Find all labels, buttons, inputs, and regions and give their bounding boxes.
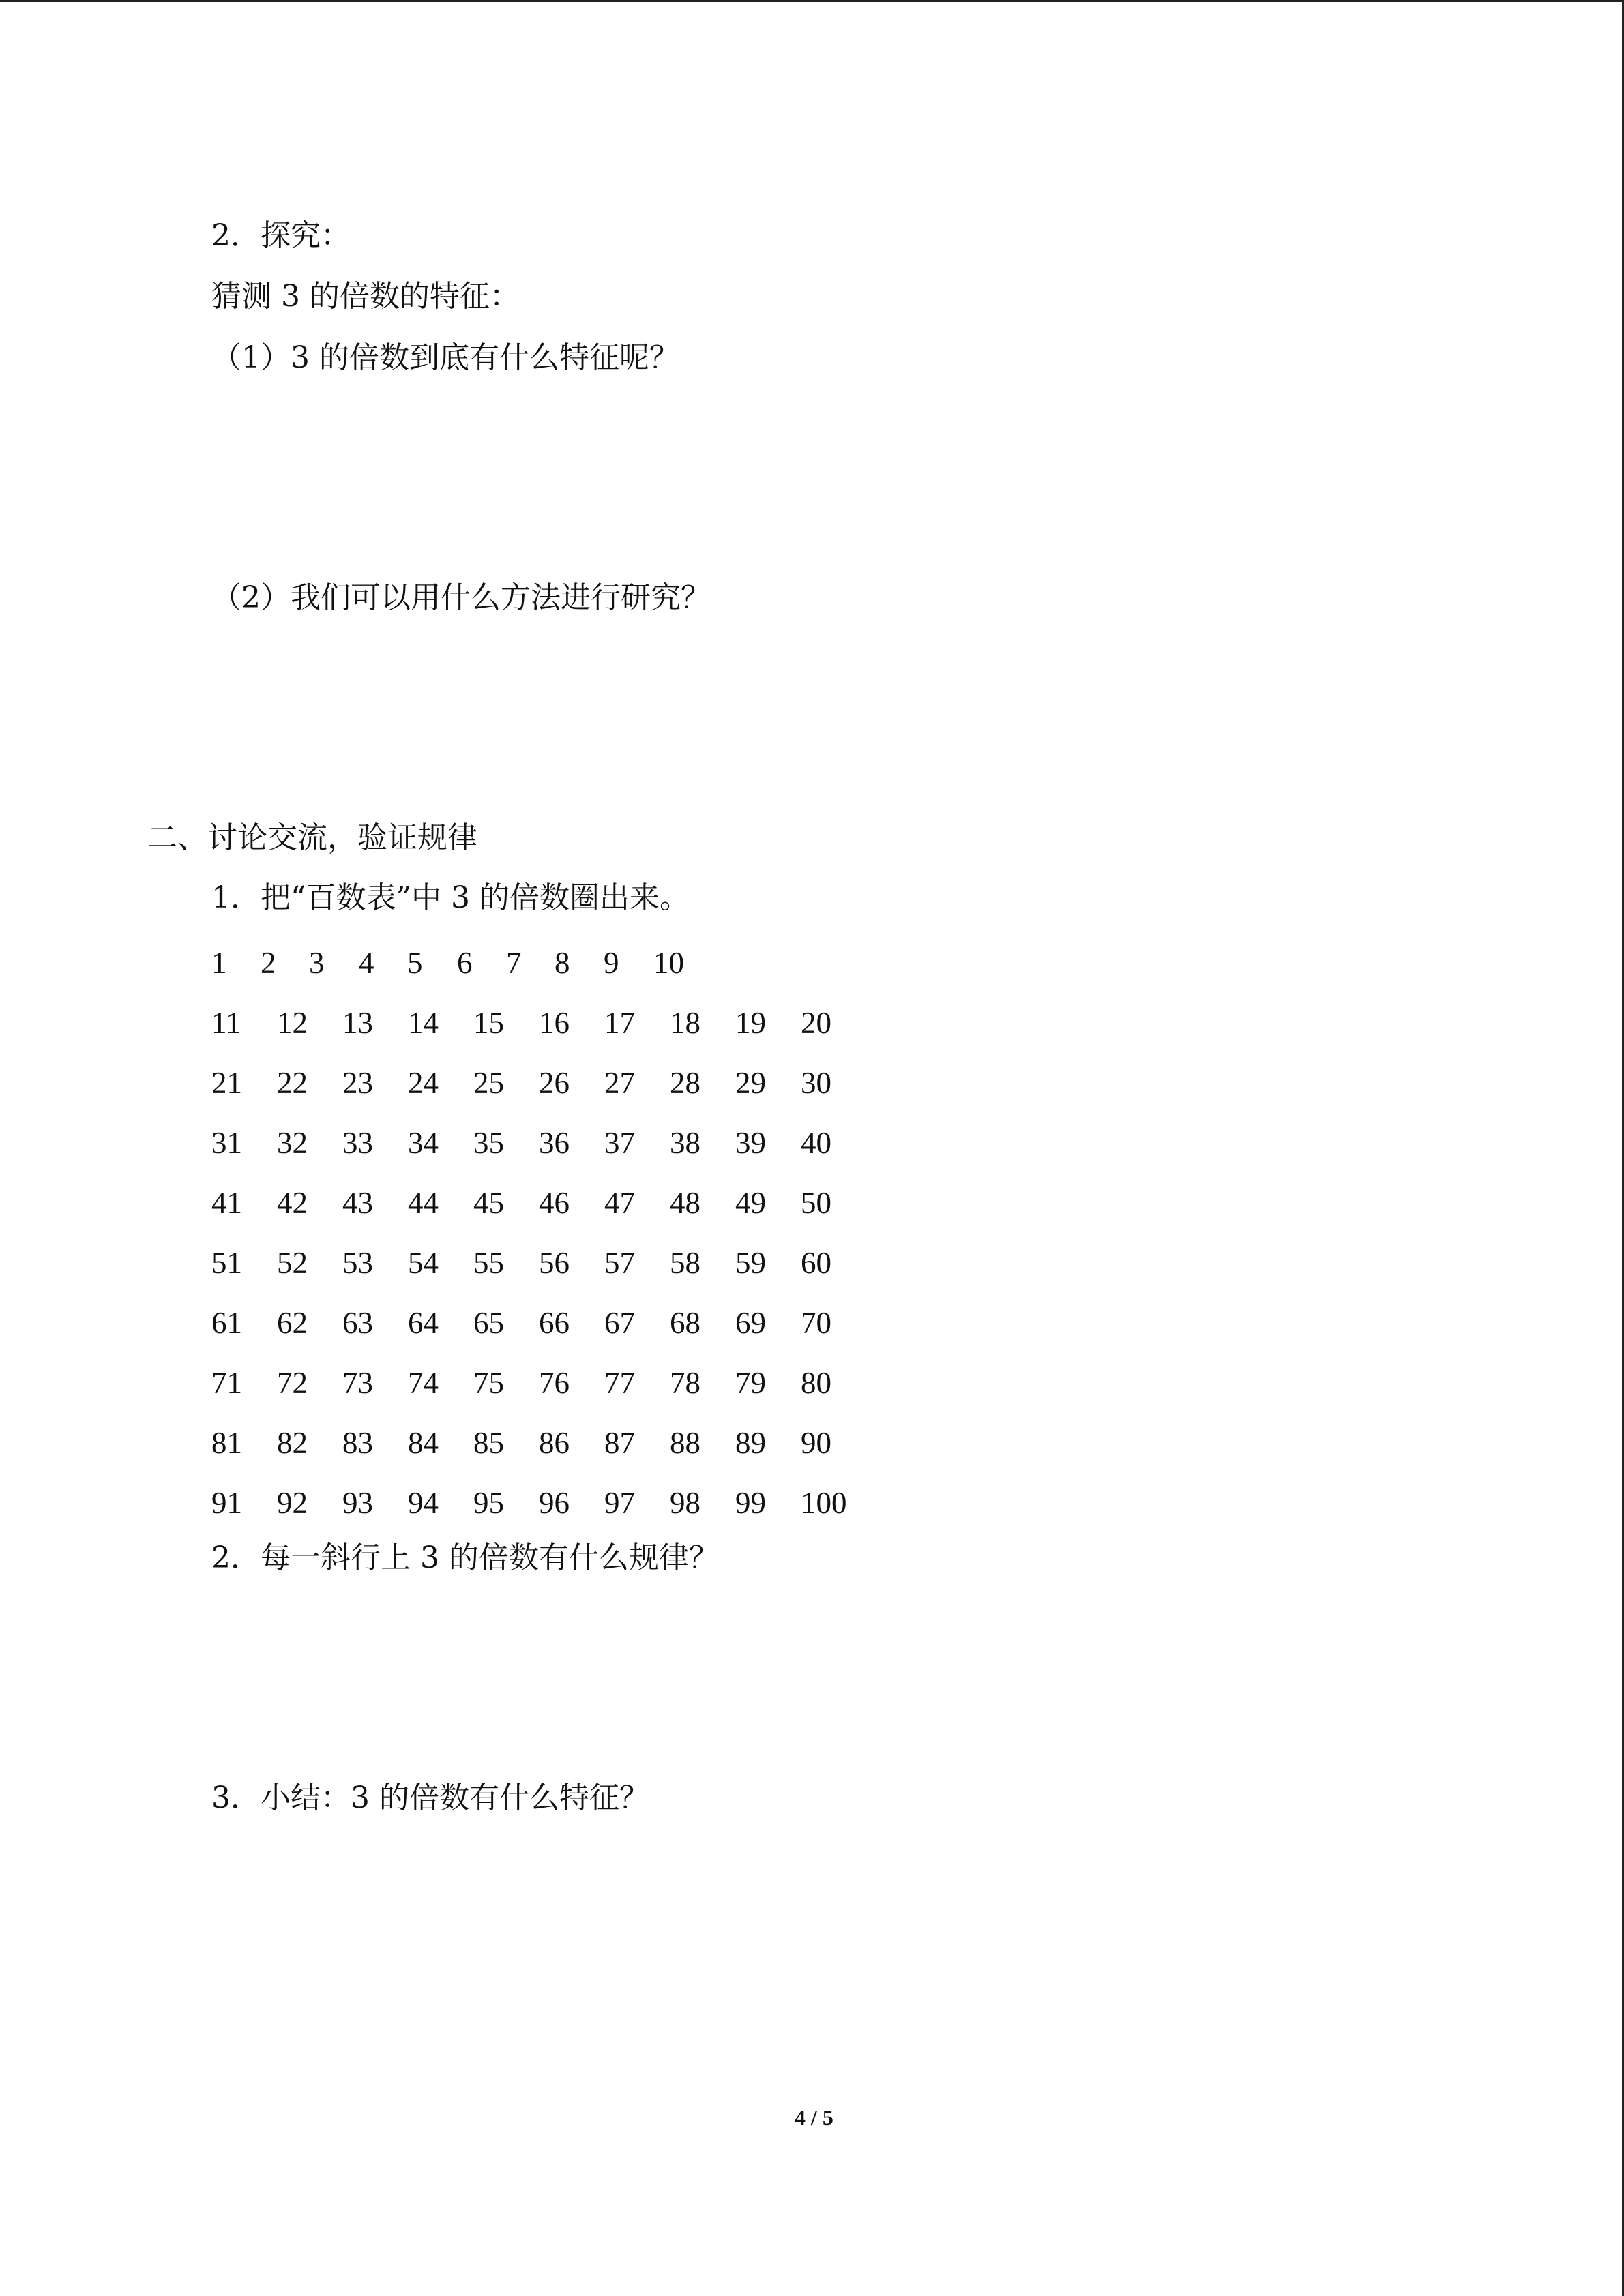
hundred-chart-number[interactable]: 10 (653, 946, 684, 980)
hundred-chart-number[interactable]: 43 (342, 1186, 373, 1220)
hundred-chart-number[interactable]: 13 (342, 1006, 373, 1040)
section-heading: 二、讨论交流，验证规律 (147, 820, 477, 855)
hundred-chart-number[interactable]: 76 (539, 1366, 570, 1400)
hundred-chart-number[interactable]: 11 (211, 1006, 241, 1040)
hundred-chart-number[interactable]: 54 (408, 1246, 439, 1280)
hundred-chart-number[interactable]: 4 (359, 946, 374, 980)
hundred-chart-number[interactable]: 12 (277, 1006, 308, 1040)
hundred-chart-number[interactable]: 69 (735, 1306, 766, 1340)
hundred-chart-number[interactable]: 41 (211, 1186, 242, 1220)
hundred-chart-number[interactable]: 58 (670, 1246, 700, 1280)
hundred-chart-row (0, 1308, 1622, 1342)
hundred-chart-number[interactable]: 33 (342, 1126, 373, 1160)
hundred-chart-row (0, 1488, 1622, 1522)
hundred-chart-number[interactable]: 22 (277, 1066, 308, 1100)
hundred-chart-number[interactable]: 25 (473, 1066, 504, 1100)
hundred-chart-row (0, 948, 1622, 982)
hundred-chart-number[interactable]: 72 (277, 1366, 308, 1400)
hundred-chart-number[interactable]: 75 (473, 1366, 504, 1400)
hundred-chart-number[interactable]: 48 (670, 1186, 700, 1220)
question-1: （1）3 的倍数到底有什么特征呢？ (211, 340, 679, 375)
hundred-chart-number[interactable]: 47 (604, 1186, 635, 1220)
hundred-chart-number[interactable]: 29 (735, 1066, 766, 1100)
hundred-chart-number[interactable]: 40 (801, 1126, 831, 1160)
hundred-chart-number[interactable]: 42 (277, 1186, 308, 1220)
hundred-chart-number[interactable]: 83 (342, 1426, 373, 1460)
hundred-chart-number[interactable]: 52 (277, 1246, 308, 1280)
explore-heading: 2．探究： (211, 218, 351, 253)
hundred-chart-number[interactable]: 35 (473, 1126, 504, 1160)
hundred-chart-number[interactable]: 90 (801, 1426, 831, 1460)
hundred-chart-number[interactable]: 14 (408, 1006, 439, 1040)
hundred-chart-number[interactable]: 60 (801, 1246, 831, 1280)
hundred-chart-number[interactable]: 37 (604, 1126, 635, 1160)
hundred-chart-number[interactable]: 80 (801, 1366, 831, 1400)
hundred-chart-number[interactable]: 3 (309, 946, 325, 980)
hundred-chart-number[interactable]: 17 (604, 1006, 635, 1040)
hundred-chart-number[interactable]: 36 (539, 1126, 570, 1160)
hundred-chart-row (0, 1008, 1622, 1042)
hundred-chart-number[interactable]: 15 (473, 1006, 504, 1040)
hundred-chart-number[interactable]: 82 (277, 1426, 308, 1460)
hundred-chart-number[interactable]: 2 (261, 946, 276, 980)
hundred-chart-number[interactable]: 31 (211, 1126, 242, 1160)
hundred-chart-number[interactable]: 62 (277, 1306, 308, 1340)
hundred-chart-number[interactable]: 9 (604, 946, 619, 980)
hundred-chart-number[interactable]: 38 (670, 1126, 700, 1160)
hundred-chart-number[interactable]: 73 (342, 1366, 373, 1400)
hundred-chart-row (0, 1368, 1622, 1402)
hundred-chart-number[interactable]: 50 (801, 1186, 831, 1220)
hundred-chart-number[interactable]: 56 (539, 1246, 570, 1280)
hundred-chart-number[interactable]: 68 (670, 1306, 700, 1340)
hundred-chart-row (0, 1248, 1622, 1282)
step-2-question: 2．每一斜行上 3 的倍数有什么规律？ (211, 1540, 719, 1575)
hundred-chart-row (0, 1128, 1622, 1162)
hundred-chart-number[interactable]: 86 (539, 1426, 570, 1460)
hundred-chart-number[interactable]: 57 (604, 1246, 635, 1280)
hundred-chart-number[interactable]: 20 (801, 1006, 831, 1040)
hundred-chart-number[interactable]: 63 (342, 1306, 373, 1340)
hundred-chart-number[interactable]: 85 (473, 1426, 504, 1460)
hundred-chart-number[interactable]: 28 (670, 1066, 700, 1100)
guess-prompt: 猜测 3 的倍数的特征： (211, 279, 520, 314)
hundred-chart-number[interactable]: 53 (342, 1246, 373, 1280)
hundred-chart-number[interactable]: 98 (670, 1486, 700, 1520)
hundred-chart-number[interactable]: 88 (670, 1426, 700, 1460)
hundred-chart-number[interactable]: 26 (539, 1066, 570, 1100)
hundred-chart-number[interactable]: 64 (408, 1306, 439, 1340)
hundred-chart-number[interactable]: 23 (342, 1066, 373, 1100)
step-3-summary: 3．小结：3 的倍数有什么特征？ (211, 1780, 649, 1815)
hundred-chart-number[interactable]: 39 (735, 1126, 766, 1160)
hundred-chart-number[interactable]: 94 (408, 1486, 439, 1520)
page-number: 4 / 5 (795, 2105, 833, 2130)
hundred-chart-number[interactable]: 21 (211, 1066, 242, 1100)
hundred-chart-number[interactable]: 66 (539, 1306, 570, 1340)
hundred-chart-number[interactable]: 18 (670, 1006, 700, 1040)
hundred-chart-number[interactable]: 97 (604, 1486, 635, 1520)
hundred-chart-number[interactable]: 34 (408, 1126, 439, 1160)
hundred-chart-number[interactable]: 78 (670, 1366, 700, 1400)
hundred-chart-number[interactable]: 95 (473, 1486, 504, 1520)
hundred-chart-number[interactable]: 44 (408, 1186, 439, 1220)
hundred-chart-number[interactable]: 91 (211, 1486, 242, 1520)
hundred-chart-number[interactable]: 55 (473, 1246, 504, 1280)
hundred-chart-number[interactable]: 79 (735, 1366, 766, 1400)
hundred-chart-number[interactable]: 59 (735, 1246, 766, 1280)
hundred-chart-number[interactable]: 67 (604, 1306, 635, 1340)
hundred-chart-number[interactable]: 74 (408, 1366, 439, 1400)
hundred-chart-number[interactable]: 51 (211, 1246, 242, 1280)
hundred-chart-row (0, 1188, 1622, 1222)
question-2: （2）我们可以用什么方法进行研究？ (211, 580, 711, 615)
hundred-chart-number[interactable]: 45 (473, 1186, 504, 1220)
hundred-chart-number[interactable]: 96 (539, 1486, 570, 1520)
hundred-chart-number[interactable]: 81 (211, 1426, 242, 1460)
hundred-chart-number[interactable]: 65 (473, 1306, 504, 1340)
hundred-chart-number[interactable]: 92 (277, 1486, 308, 1520)
hundred-chart-number[interactable]: 7 (506, 946, 522, 980)
hundred-chart-number[interactable]: 49 (735, 1186, 766, 1220)
hundred-chart-number[interactable]: 71 (211, 1366, 242, 1400)
hundred-chart-number[interactable]: 19 (735, 1006, 766, 1040)
hundred-chart-number[interactable]: 84 (408, 1426, 439, 1460)
hundred-chart-number[interactable]: 93 (342, 1486, 373, 1520)
hundred-chart-number[interactable]: 8 (555, 946, 570, 980)
hundred-chart-number[interactable]: 6 (457, 946, 473, 980)
hundred-chart-number[interactable]: 27 (604, 1066, 635, 1100)
hundred-chart-number[interactable]: 30 (801, 1066, 831, 1100)
hundred-chart-number[interactable]: 87 (604, 1426, 635, 1460)
hundred-chart-number[interactable]: 99 (735, 1486, 766, 1520)
hundred-chart-number[interactable]: 16 (539, 1006, 570, 1040)
step-1-instruction: 1．把“百数表”中 3 的倍数圈出来。 (211, 880, 690, 915)
hundred-chart-number[interactable]: 32 (277, 1126, 308, 1160)
hundred-chart-number[interactable]: 5 (407, 946, 423, 980)
hundred-chart-number[interactable]: 61 (211, 1306, 242, 1340)
hundred-chart-number[interactable]: 70 (801, 1306, 831, 1340)
hundred-chart-row (0, 1428, 1622, 1462)
hundred-chart-number[interactable]: 24 (408, 1066, 439, 1100)
hundred-chart-number[interactable]: 89 (735, 1426, 766, 1460)
hundred-chart-number[interactable]: 77 (604, 1366, 635, 1400)
hundred-chart-row (0, 1068, 1622, 1102)
hundred-chart-number[interactable]: 100 (801, 1486, 847, 1520)
hundred-chart-number[interactable]: 46 (539, 1186, 570, 1220)
hundred-chart-number[interactable]: 1 (211, 946, 227, 980)
